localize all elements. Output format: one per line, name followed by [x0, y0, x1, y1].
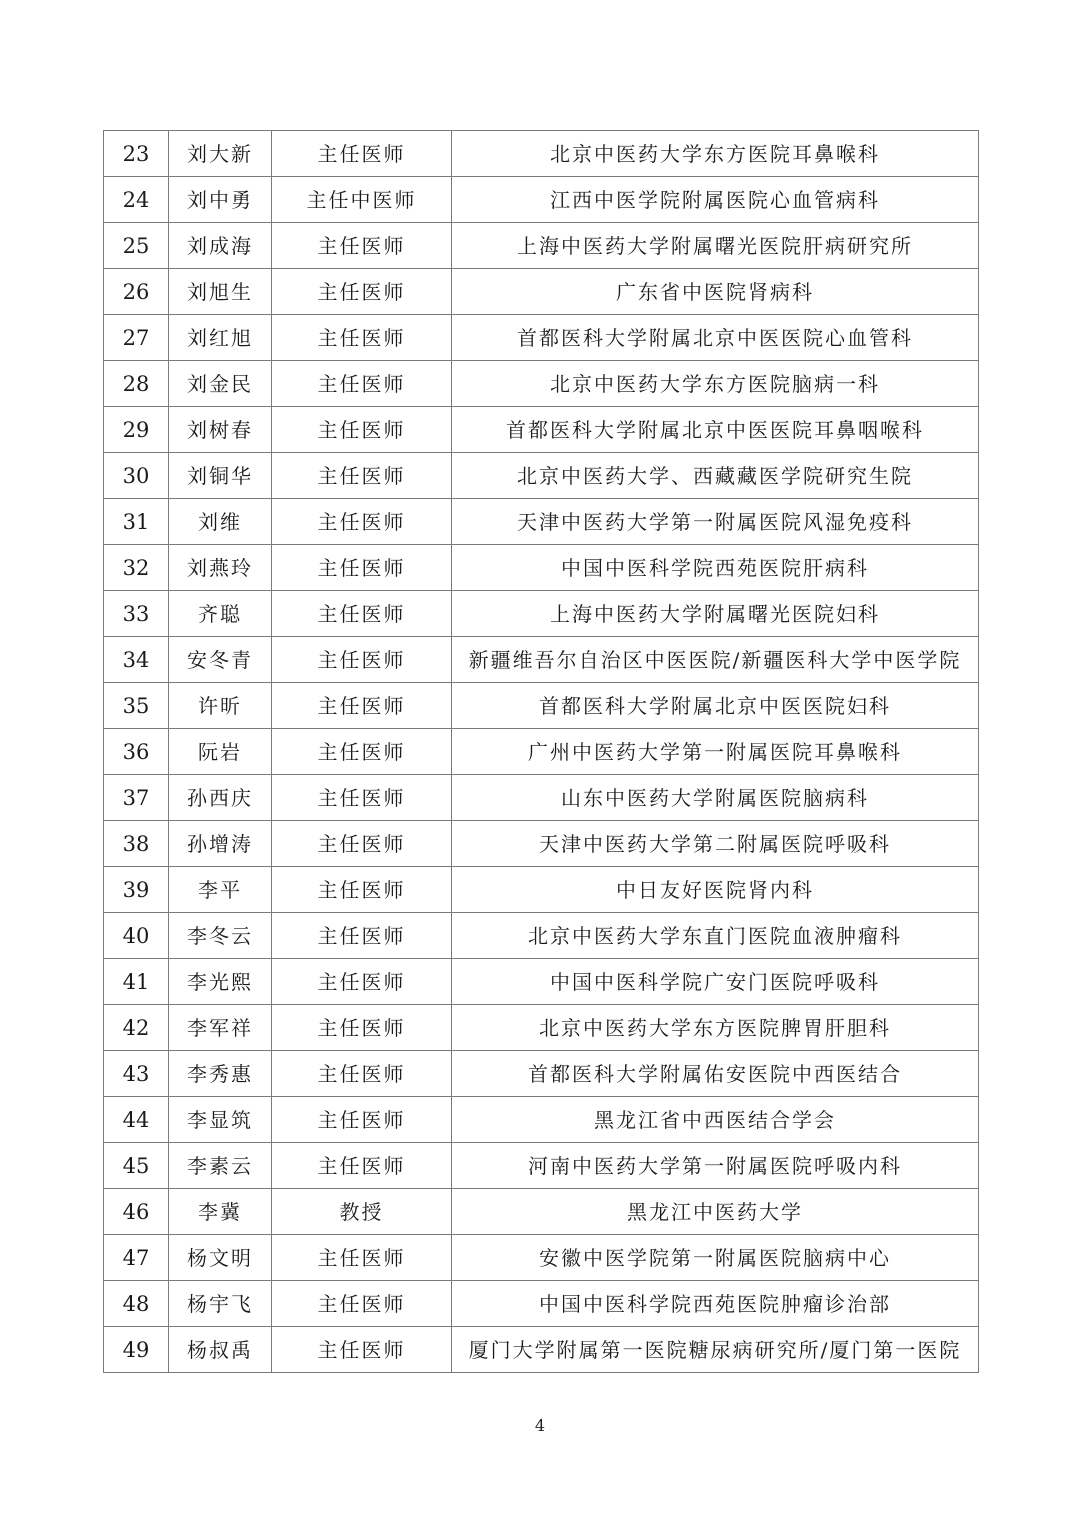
table-row: [104, 821, 979, 867]
expert-name: 刘红旭: [169, 315, 272, 361]
table-row: [104, 453, 979, 499]
institution-name: 首都医科大学附属北京中医医院妇科: [452, 683, 979, 729]
table-row: [104, 1005, 979, 1051]
table-row: [104, 131, 979, 177]
expert-name: 孙增涛: [169, 821, 272, 867]
expert-name: 刘金民: [169, 361, 272, 407]
row-number: 25: [104, 223, 169, 269]
expert-name: 刘成海: [169, 223, 272, 269]
institution-name: 中日友好医院肾内科: [452, 867, 979, 913]
professional-title: 主任医师: [272, 637, 452, 683]
expert-name: 刘中勇: [169, 177, 272, 223]
professional-title: 主任医师: [272, 775, 452, 821]
expert-name: 刘树春: [169, 407, 272, 453]
professional-title: 主任医师: [272, 1327, 452, 1373]
institution-name: 首都医科大学附属佑安医院中西医结合: [452, 1051, 979, 1097]
row-number: 29: [104, 407, 169, 453]
expert-name: 李秀惠: [169, 1051, 272, 1097]
expert-name: 阮岩: [169, 729, 272, 775]
institution-name: 广东省中医院肾病科: [452, 269, 979, 315]
professional-title: 主任医师: [272, 1097, 452, 1143]
expert-name: 刘燕玲: [169, 545, 272, 591]
table-row: [104, 637, 979, 683]
page-number: 4: [534, 1416, 546, 1435]
institution-name: 上海中医药大学附属曙光医院肝病研究所: [452, 223, 979, 269]
expert-name: 杨叔禹: [169, 1327, 272, 1373]
institution-name: 天津中医药大学第二附属医院呼吸科: [452, 821, 979, 867]
institution-name: 北京中医药大学东直门医院血液肿瘤科: [452, 913, 979, 959]
row-number: 30: [104, 453, 169, 499]
row-number: 35: [104, 683, 169, 729]
row-number: 47: [104, 1235, 169, 1281]
row-number: 39: [104, 867, 169, 913]
expert-name: 安冬青: [169, 637, 272, 683]
table-row: [104, 683, 979, 729]
institution-name: 北京中医药大学东方医院脑病一科: [452, 361, 979, 407]
professional-title: 主任医师: [272, 361, 452, 407]
institution-name: 中国中医科学院西苑医院肝病科: [452, 545, 979, 591]
institution-name: 中国中医科学院西苑医院肿瘤诊治部: [452, 1281, 979, 1327]
expert-name: 许昕: [169, 683, 272, 729]
institution-name: 黑龙江中医药大学: [452, 1189, 979, 1235]
professional-title: 主任医师: [272, 821, 452, 867]
professional-title: 主任医师: [272, 453, 452, 499]
row-number: 40: [104, 913, 169, 959]
table-row: [104, 499, 979, 545]
institution-name: 山东中医药大学附属医院脑病科: [452, 775, 979, 821]
professional-title: 主任医师: [272, 223, 452, 269]
institution-name: 江西中医学院附属医院心血管病科: [452, 177, 979, 223]
professional-title: 主任医师: [272, 407, 452, 453]
professional-title: 主任医师: [272, 1143, 452, 1189]
professional-title: 教授: [272, 1189, 452, 1235]
row-number: 23: [104, 131, 169, 177]
row-number: 48: [104, 1281, 169, 1327]
professional-title: 主任医师: [272, 1005, 452, 1051]
table-row: [104, 545, 979, 591]
expert-name: 李冀: [169, 1189, 272, 1235]
row-number: 28: [104, 361, 169, 407]
table-row: [104, 1097, 979, 1143]
table-row: [104, 177, 979, 223]
row-number: 34: [104, 637, 169, 683]
professional-title: 主任医师: [272, 131, 452, 177]
institution-name: 安徽中医学院第一附属医院脑病中心: [452, 1235, 979, 1281]
table-row: [104, 1189, 979, 1235]
row-number: 41: [104, 959, 169, 1005]
expert-table-body: [104, 131, 979, 1373]
institution-name: 厦门大学附属第一医院糖尿病研究所/厦门第一医院: [452, 1327, 979, 1373]
institution-name: 广州中医药大学第一附属医院耳鼻喉科: [452, 729, 979, 775]
row-number: 37: [104, 775, 169, 821]
professional-title: 主任医师: [272, 1051, 452, 1097]
institution-name: 首都医科大学附属北京中医医院心血管科: [452, 315, 979, 361]
table-row: [104, 1143, 979, 1189]
professional-title: 主任医师: [272, 315, 452, 361]
expert-name: 李平: [169, 867, 272, 913]
row-number: 36: [104, 729, 169, 775]
row-number: 32: [104, 545, 169, 591]
professional-title: 主任医师: [272, 729, 452, 775]
expert-name: 刘铜华: [169, 453, 272, 499]
institution-name: 北京中医药大学东方医院耳鼻喉科: [452, 131, 979, 177]
institution-name: 北京中医药大学东方医院脾胃肝胆科: [452, 1005, 979, 1051]
professional-title: 主任医师: [272, 913, 452, 959]
professional-title: 主任医师: [272, 683, 452, 729]
expert-name: 齐聪: [169, 591, 272, 637]
institution-name: 黑龙江省中西医结合学会: [452, 1097, 979, 1143]
table-row: [104, 223, 979, 269]
row-number: 26: [104, 269, 169, 315]
table-row: [104, 1281, 979, 1327]
row-number: 27: [104, 315, 169, 361]
table-row: [104, 269, 979, 315]
expert-name: 孙西庆: [169, 775, 272, 821]
row-number: 38: [104, 821, 169, 867]
expert-name: 李冬云: [169, 913, 272, 959]
institution-name: 首都医科大学附属北京中医医院耳鼻咽喉科: [452, 407, 979, 453]
table-row: [104, 1235, 979, 1281]
professional-title: 主任医师: [272, 959, 452, 1005]
row-number: 31: [104, 499, 169, 545]
expert-name: 李光熙: [169, 959, 272, 1005]
professional-title: 主任医师: [272, 591, 452, 637]
row-number: 44: [104, 1097, 169, 1143]
institution-name: 北京中医药大学、西藏藏医学院研究生院: [452, 453, 979, 499]
table-row: [104, 1327, 979, 1373]
professional-title: 主任医师: [272, 499, 452, 545]
institution-name: 天津中医药大学第一附属医院风湿免疫科: [452, 499, 979, 545]
professional-title: 主任医师: [272, 1281, 452, 1327]
row-number: 43: [104, 1051, 169, 1097]
table-row: [104, 913, 979, 959]
table-row: [104, 1051, 979, 1097]
table-row: [104, 361, 979, 407]
row-number: 46: [104, 1189, 169, 1235]
row-number: 42: [104, 1005, 169, 1051]
institution-name: 上海中医药大学附属曙光医院妇科: [452, 591, 979, 637]
expert-name: 李素云: [169, 1143, 272, 1189]
expert-table: [103, 130, 979, 1373]
professional-title: 主任医师: [272, 1235, 452, 1281]
table-row: [104, 729, 979, 775]
professional-title: 主任医师: [272, 269, 452, 315]
row-number: 49: [104, 1327, 169, 1373]
institution-name: 河南中医药大学第一附属医院呼吸内科: [452, 1143, 979, 1189]
expert-name: 刘旭生: [169, 269, 272, 315]
row-number: 24: [104, 177, 169, 223]
table-row: [104, 315, 979, 361]
institution-name: 新疆维吾尔自治区中医医院/新疆医科大学中医学院: [452, 637, 979, 683]
professional-title: 主任医师: [272, 867, 452, 913]
expert-name: 李军祥: [169, 1005, 272, 1051]
professional-title: 主任中医师: [272, 177, 452, 223]
table-row: [104, 775, 979, 821]
row-number: 45: [104, 1143, 169, 1189]
table-row: [104, 591, 979, 637]
table-row: [104, 867, 979, 913]
expert-name: 刘大新: [169, 131, 272, 177]
table-row: [104, 959, 979, 1005]
expert-name: 李显筑: [169, 1097, 272, 1143]
institution-name: 中国中医科学院广安门医院呼吸科: [452, 959, 979, 1005]
expert-name: 杨文明: [169, 1235, 272, 1281]
expert-name: 杨宇飞: [169, 1281, 272, 1327]
table-row: [104, 407, 979, 453]
row-number: 33: [104, 591, 169, 637]
professional-title: 主任医师: [272, 545, 452, 591]
expert-name: 刘维: [169, 499, 272, 545]
